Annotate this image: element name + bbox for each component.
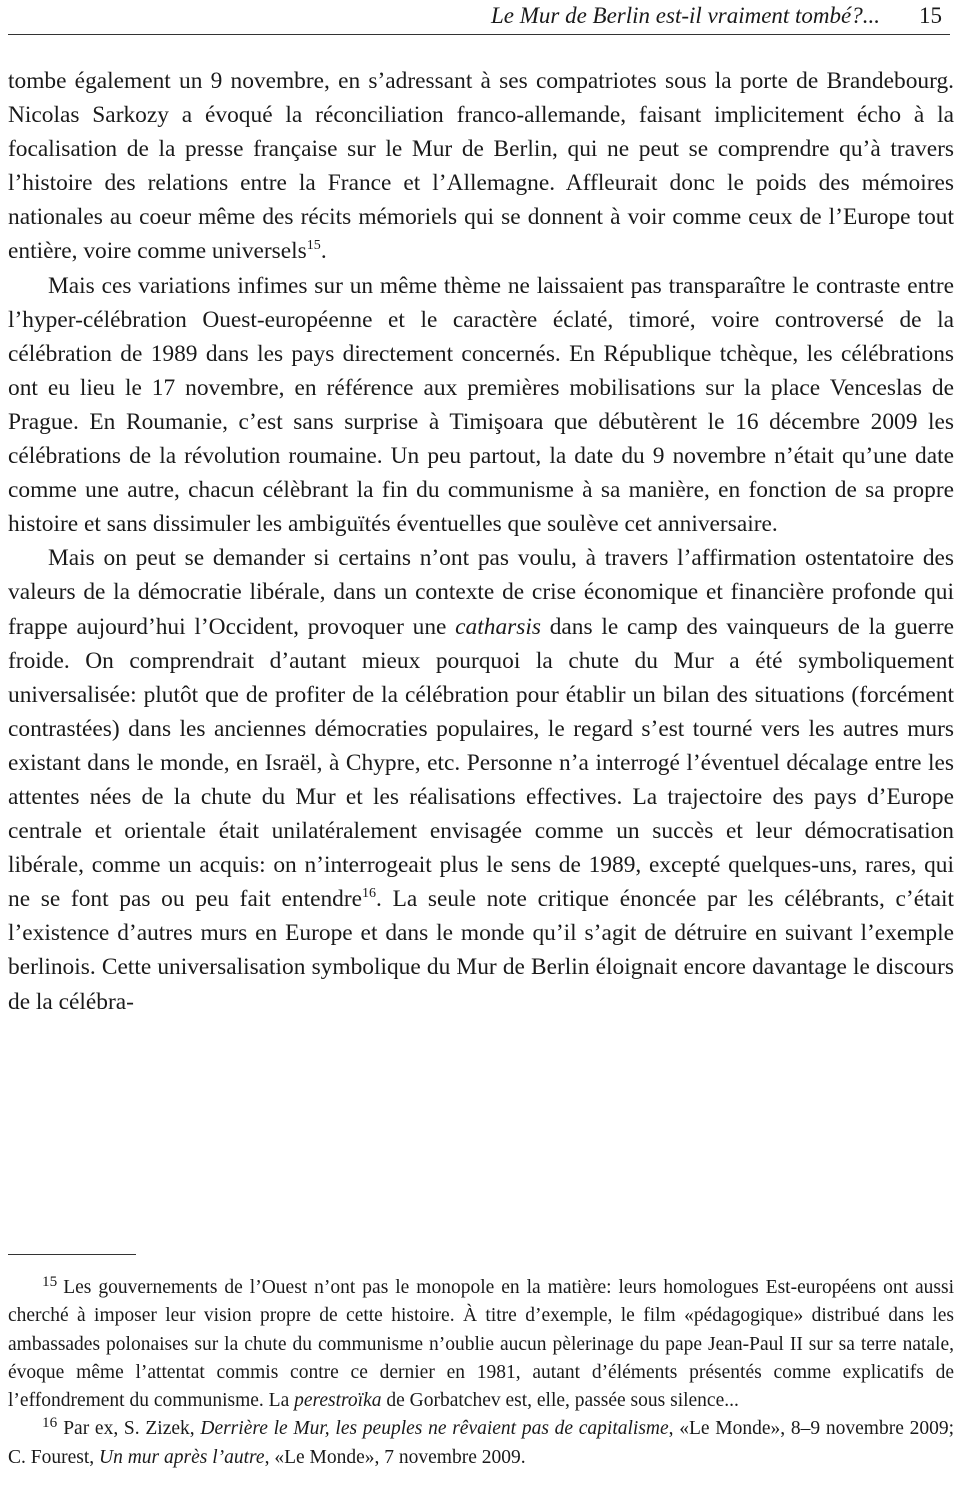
footnote-16-text-a: Par ex, S. Zizek,: [63, 1418, 201, 1440]
body-text: [8, 64, 954, 1019]
paragraph-3-italic: catharsis: [455, 613, 541, 640]
footnote-16-title-1: Derrière le Mur, les peuples ne rêvaient pas de capitalisme: [200, 1418, 669, 1440]
footnote-15-text-a: Les gouvernements de l’Ouest n’ont pas le monopole en la matière: leurs homologues Est-européens ont aussi cherché à imposer leur vision propre de cette histoire. À titre d’exemple, le film «pédagogique» distribué dans les ambassades polonaises sur la chute du communisme n’oublie aucun pèlerinage du pape Jean-Paul II sur sa terre natale, évoque même l’attentat commis contre ce dernier en 1981, autant d’éléments présentés comme explicatifs de l’effondrement du communisme. La: [8, 1277, 954, 1412]
footnote-16-title-2: Un mur après l’autre: [99, 1446, 265, 1468]
page-header: [8, 0, 950, 35]
footnote-15: [8, 1274, 954, 1415]
paragraph-3-text-b: dans le camp des vainqueurs de la guerre froide. On comprendrait d’autant mieux pourquoi la chute du Mur a été symboliquement universalisée: plutôt que de profiter de la célébration pour établir un bilan des situations (forcément contrastées) dans les anciennes démocraties populaires, le regard s’est tourné vers les autres murs existant dans le monde, en Israël, à Chypre, etc. Personne n’a interrogé l’éventuel décalage entre les attentes nées de la chute du Mur et les réalisations effectives. La trajectoire des pays d’Europe centrale et orientale était unilatéralement envisagée comme un succès et leur démocratisation libérale, comme un acquis: on n’interrogeait plus le sens de 1989, excepté quelques-uns, rares, qui ne se font pas ou peu fait entendre: [8, 613, 954, 913]
paragraph-1-text: tombe également un 9 novembre, en s’adressant à ses compatriotes sous la porte de Brandebourg. Nicolas Sarkozy a évoqué la réconciliation franco-allemande, faisant implicitement écho à la focalisation de la presse française sur le Mur de Berlin, qui ne peut se comprendre qu’à travers l’histoire des relations entre la France et l’Allemagne. Affleurait donc le poids des mémoires nationales au coeur même des récits mémoriels qui se donnent à voir comme ceux de l’Europe tout entière, voire comme universels: [8, 68, 954, 265]
footnote-16-text-c: , «Le Monde», 7 novembre 2009.: [264, 1446, 526, 1468]
paragraph-3-text-c: . La seule note critique énoncée par les célébrants, c’était l’existence d’autres murs en Europe et dans le monde qu’il s’agit de détruire en suivant l’exemple berlinois. Cette universalisation symbolique du Mur de Berlin éloignait encore davantage le discours de la célébra-: [8, 886, 954, 1015]
running-title: Le Mur de Berlin est-il vraiment tombé?...: [490, 3, 880, 28]
footnote-15-text-b: de Gorbatchev est, elle, passée sous silence...: [381, 1390, 739, 1412]
footnotes: [8, 1274, 954, 1472]
footnote-16: [8, 1415, 954, 1472]
paragraph-3: [8, 541, 954, 1018]
footnote-ref-15: 15: [306, 237, 321, 254]
page-number: 15: [919, 3, 942, 28]
footnote-separator: [8, 1254, 136, 1255]
footnote-15-italic: perestroïka: [294, 1390, 382, 1412]
paragraph-1-end: .: [320, 238, 327, 265]
footnote-16-number: 16: [42, 1413, 58, 1431]
paragraph-1: [8, 64, 954, 269]
footnote-16-text-b: , «Le Monde», 8–9 novembre 2009; C. Fourest,: [8, 1418, 954, 1468]
footnote-ref-16: 16: [362, 885, 377, 902]
paragraph-2: Mais ces variations infimes sur un même thème ne laissaient pas transparaître le contraste entre l’hyper-célébration Ouest-européenne et le caractère éclaté, timoré, voire controversé de la célébration de 1989 dans les pays directement concernés. En République tchèque, les célébrations ont eu lieu le 17 novembre, en référence aux premières mobilisations sur la place Venceslas de Prague. En Roumanie, c’est sans surprise à Timişoara que débutèrent le 16 décembre 2009 les célébrations de la révolution roumaine. Un peu partout, la date du 9 novembre n’était qu’une date comme une autre, chacun célèbrant la fin du communisme à sa manière, en fonction de sa propre histoire et sans dissimuler les ambiguïtés éventuelles que soulève cet anniversaire.: [8, 272, 954, 538]
paragraph-3-text-a: Mais on peut se demander si certains n’ont pas voulu, à travers l’affirmation ostentatoire des valeurs de la démocratie libérale, dans un contexte de crise économique et financière profonde qui frappe aujourd’hui l’Occident, provoquer une: [8, 545, 954, 640]
footnote-15-number: 15: [42, 1272, 58, 1290]
